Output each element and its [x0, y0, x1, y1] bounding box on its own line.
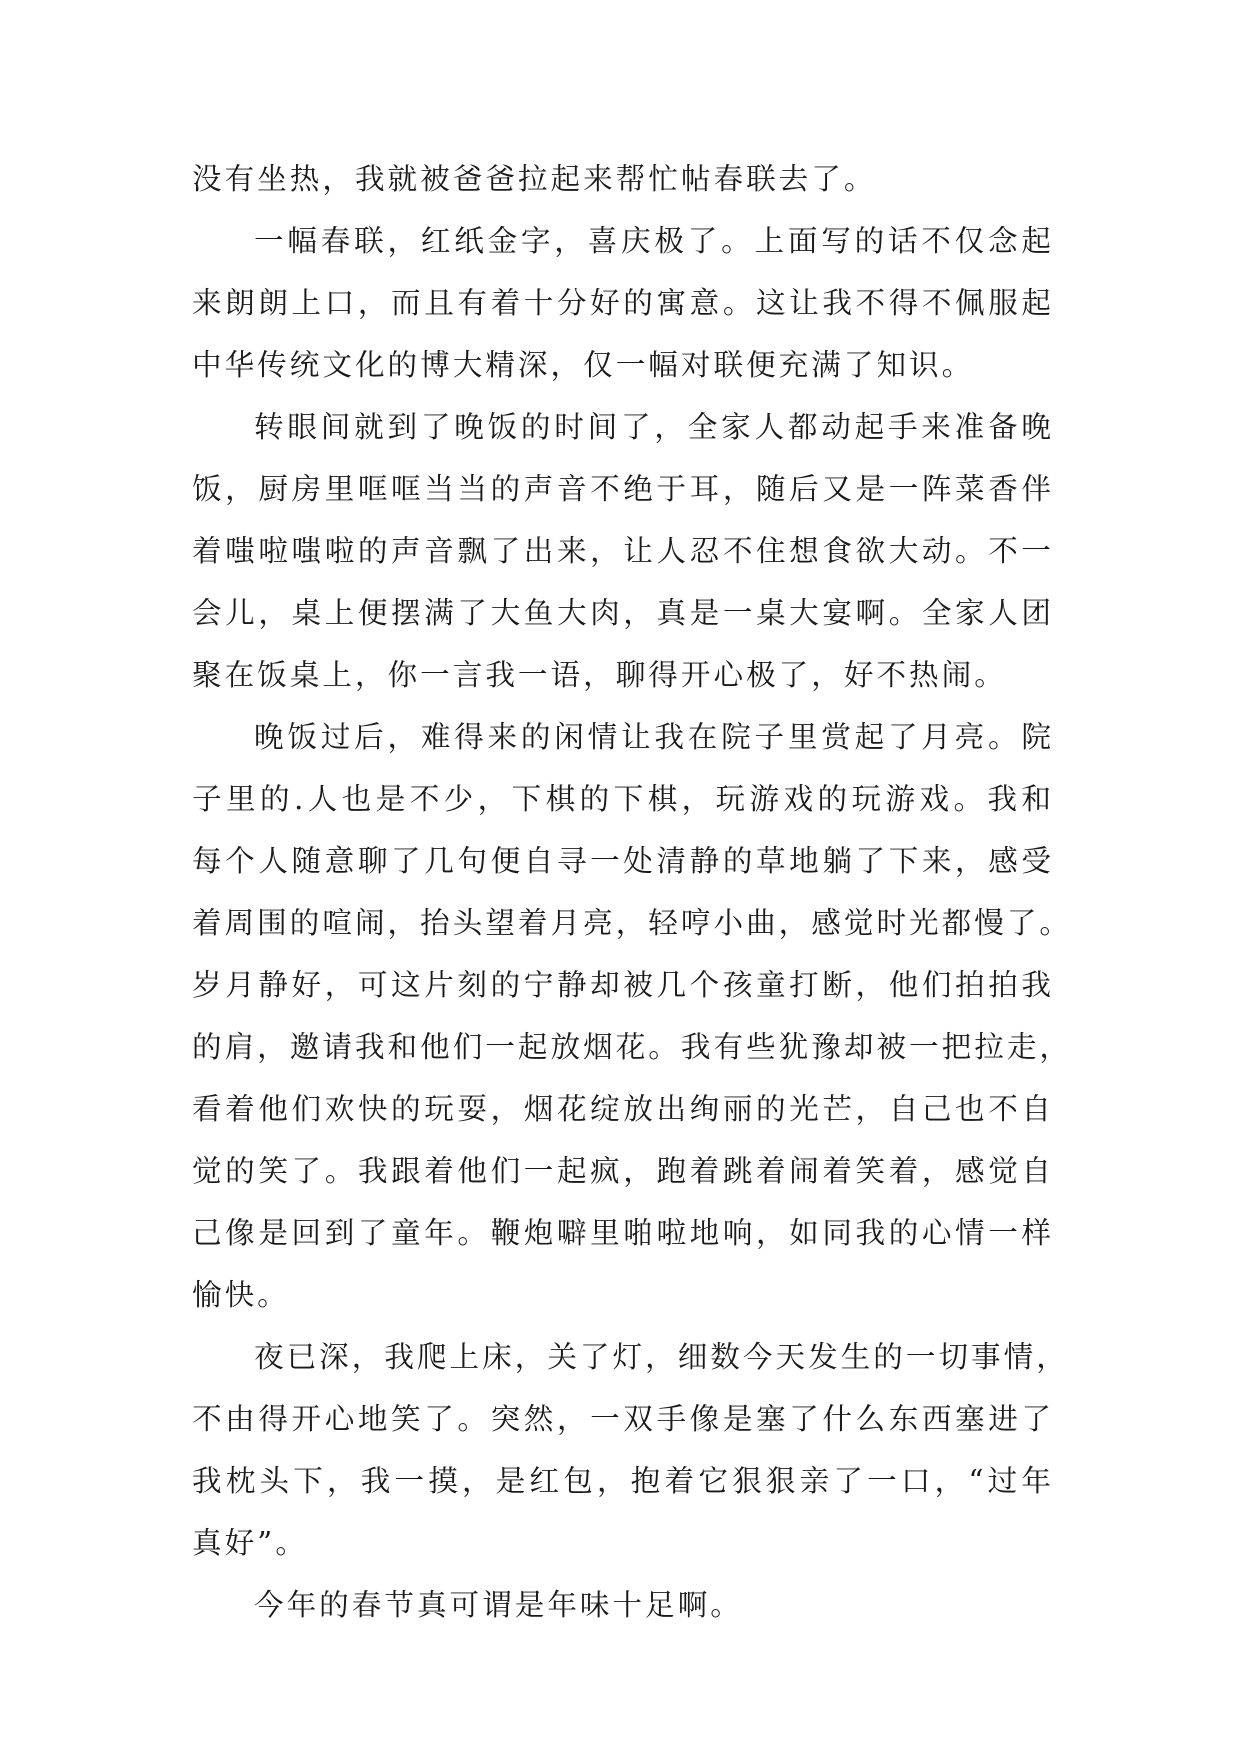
text-line: 聚在饭桌上，你一言我一语，聊得开心极了，好不热闹。 [192, 658, 1007, 692]
text-line: 真好”。 [192, 1526, 308, 1560]
text-line: 转眼间就到了晚饭的时间了，全家人都动起手来准备晚 [254, 410, 1054, 444]
paragraph-3 [192, 396, 1054, 706]
text-line: 岁月静好，可这片刻的宁静却被几个孩童打断，他们拍拍我 [192, 968, 1054, 1002]
document-body [192, 148, 1073, 1636]
paragraph-1 [192, 148, 1054, 210]
paragraph-5 [192, 1326, 1069, 1574]
text-line: 每个人随意聊了几句便自寻一处清静的草地躺了下来，感受 [192, 844, 1054, 878]
text-line: 己像是回到了童年。鞭炮噼里啪啦地响，如同我的心情一样 [192, 1216, 1054, 1250]
text-line: 愉快。 [192, 1278, 290, 1312]
text-line: 着嗤啦嗤啦的声音飘了出来，让人忍不住想食欲大动。不一 [192, 534, 1054, 568]
paragraph-6 [192, 1574, 1054, 1636]
paragraph-2 [192, 210, 1054, 396]
text-line: 看着他们欢快的玩耍，烟花绽放出绚丽的光芒，自己也不自 [192, 1092, 1054, 1126]
text-line: 没有坐热，我就被爸爸拉起来帮忙帖春联去了。 [192, 162, 877, 196]
text-line: 来朗朗上口，而且有着十分好的寓意。这让我不得不佩服起 [192, 286, 1054, 320]
paragraph-4 [192, 706, 1073, 1326]
text-line: 饭，厨房里哐哐当当的声音不绝于耳，随后又是一阵菜香伴 [192, 472, 1054, 506]
text-line: 着周围的喧闹，抬头望着月亮，轻哼小曲，感觉时光都慢了。 [192, 906, 1073, 940]
text-line: 子里的.人也是不少，下棋的下棋，玩游戏的玩游戏。我和 [192, 782, 1054, 816]
text-line: 中华传统文化的博大精深，仅一幅对联便充满了知识。 [192, 348, 975, 382]
text-line: 我枕头下，我一摸，是红包，抱着它狠狠亲了一口，“过年 [192, 1464, 1054, 1498]
text-line: 夜已深，我爬上床，关了灯，细数今天发生的一切事情， [254, 1340, 1069, 1374]
text-line: 不由得开心地笑了。突然，一双手像是塞了什么东西塞进了 [192, 1402, 1054, 1436]
text-line: 晚饭过后，难得来的闲情让我在院子里赏起了月亮。院 [254, 720, 1054, 754]
text-line: 觉的笑了。我跟着他们一起疯，跑着跳着闹着笑着，感觉自 [192, 1154, 1054, 1188]
text-line: 一幅春联，红纸金字，喜庆极了。上面写的话不仅念起 [254, 224, 1054, 258]
text-line: 今年的春节真可谓是年味十足啊。 [254, 1588, 743, 1622]
text-line: 会儿，桌上便摆满了大鱼大肉，真是一桌大宴啊。全家人团 [192, 596, 1054, 630]
text-line: 的肩，邀请我和他们一起放烟花。我有些犹豫却被一把拉走， [192, 1030, 1073, 1064]
